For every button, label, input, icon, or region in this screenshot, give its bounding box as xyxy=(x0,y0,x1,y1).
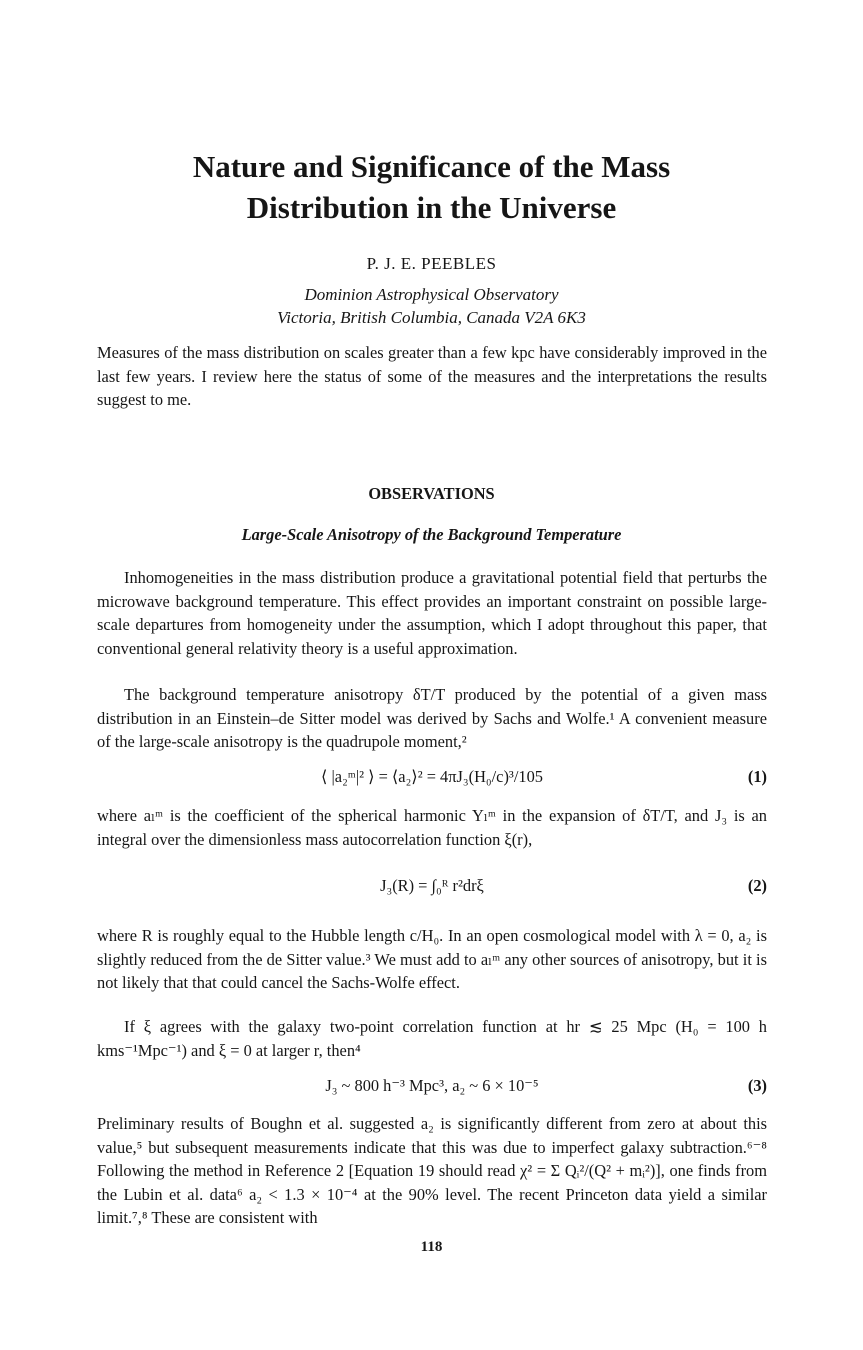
title-line-2: Distribution in the Universe xyxy=(246,190,617,225)
equation-2-number: (2) xyxy=(747,876,767,895)
title-line-1: Nature and Significance of the Mass xyxy=(192,149,671,184)
affiliation-line-2: Victoria, British Columbia, Canada V2A 6K3 xyxy=(277,308,586,327)
page-number: 118 xyxy=(420,1239,443,1255)
paper-title xyxy=(0,146,863,228)
equation-3-number: (3) xyxy=(747,1076,767,1095)
paragraph-6: Preliminary results of Boughn et al. suggested a₂ is significantly different from zero at about this value,⁵ but subsequent measurements indicate that this was due to imperfect galaxy subtraction.⁶⁻⁸ Following the method in Reference 2 [Equation 19 should read χ² = Σ Qᵢ²/(Q² + mᵢ²)], one finds from the Lubin et al. data⁶ a₂ < 1.3 × 10⁻⁴ at the 90% level. The recent Princeton data yield a similar limit.⁷,⁸ These are consistent with xyxy=(97,1114,767,1227)
abstract: Measures of the mass distribution on scales greater than a few kpc have considerably improved in the last few years. I review here the status of some of the measures and the interpretations the results suggest to me. xyxy=(97,343,767,409)
paragraph-4: where R is roughly equal to the Hubble length c/H₀. In an open cosmological model with λ = 0, a₂ is slightly reduced from the de Sitter value.³ We must add to aₗᵐ any other sources of anisotropy, but it is not likely that that could cancel the Sachs-Wolfe effect. xyxy=(97,926,767,992)
paragraph-1: Inhomogeneities in the mass distribution produce a gravitational potential field that perturbs the microwave background temperature. This effect provides an important constraint on possible large-scale departures from homogeneity under the assumption, which I adopt throughout this paper, that conventional general relativity theory is a useful approximation. xyxy=(97,568,767,658)
author: P. J. E. PEEBLES xyxy=(366,254,497,273)
paragraph-2: The background temperature anisotropy δT/T produced by the potential of a given mass distribution in an Einstein–de Sitter model was derived by Sachs and Wolfe.¹ A convenient measure of the large-scale anisotropy is the quadrupole moment,² xyxy=(97,685,767,751)
equation-1-number: (1) xyxy=(747,767,767,786)
paragraph-5: If ξ agrees with the galaxy two-point correlation function at hr ≲ 25 Mpc (H₀ = 100 h kms⁻¹Mpc⁻¹) and ξ = 0 at larger r, then⁴ xyxy=(97,1017,767,1060)
affiliation-line-1: Dominion Astrophysical Observatory xyxy=(304,285,559,304)
paragraph-3: where aₗᵐ is the coefficient of the spherical harmonic Yₗᵐ in the expansion of δT/T, and J₃ is an integral over the dimensionless mass autocorrelation function ξ(r), xyxy=(97,806,767,849)
subsection-heading: Large-Scale Anisotropy of the Background Temperature xyxy=(241,525,622,544)
equation-1-body: ⟨ |a₂ᵐ|² ⟩ = ⟨a₂⟩² = 4πJ₃(H₀/c)³/105 xyxy=(321,767,543,786)
affiliation xyxy=(0,283,863,329)
equation-3-body: J₃ ~ 800 h⁻³ Mpc³, a₂ ~ 6 × 10⁻⁵ xyxy=(325,1076,539,1095)
equation-2-body: J₃(R) = ∫₀ᴿ r²drξ xyxy=(380,876,484,895)
section-heading: OBSERVATIONS xyxy=(368,484,495,503)
